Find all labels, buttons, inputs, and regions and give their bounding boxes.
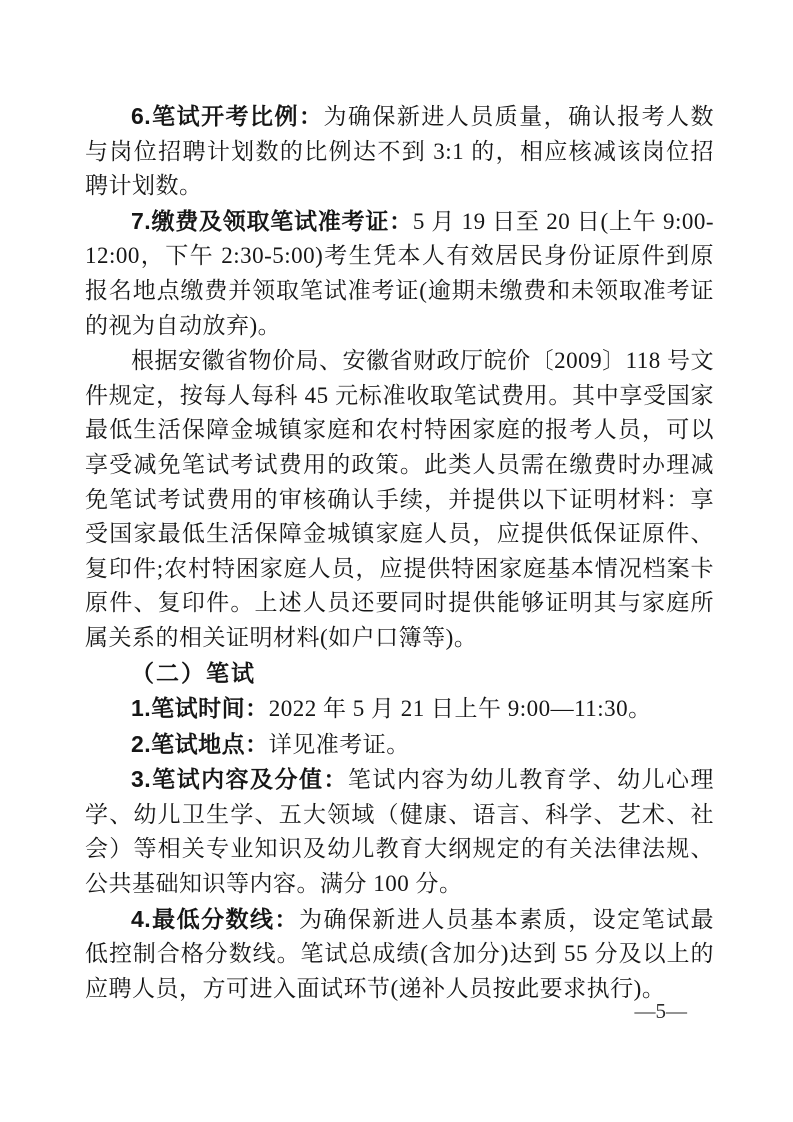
document-content	[85, 99, 714, 1006]
paragraph-text: 为确保新进人员基本素质，设定笔试最低控制合格分数线。笔试总成绩(含加分)达到 55 分及以上的应聘人员，方可进入面试环节(递补人员按此要求执行)。	[85, 906, 715, 1001]
paragraph-written-test-ratio	[85, 99, 714, 204]
paragraph-lead: 2.笔试地点：	[131, 730, 269, 757]
paragraph-text: 根据安徽省物价局、安徽省财政厅皖价〔2009〕118 号文件规定，按每人每科 45 元标准收取笔试费用。其中享受国家最低生活保障金城镇家庭和农村特困家庭的报考人员，可以享受减免笔试考试费用的政策。此类人员需在缴费时办理减免笔试考试费用的审核确认手续，并提供以下证明材料：享受国家最低生活保障金城镇家庭人员，应提供低保证原件、复印件;农村特困家庭人员，应提供特困家庭基本情况档案卡原件、复印件。上述人员还要同时提供能够证明其与家庭所属关系的相关证明材料(如户口簿等)。	[85, 348, 714, 650]
paragraph-lead: 6.笔试开考比例：	[131, 103, 324, 129]
section-heading-label: （二）笔试	[131, 659, 256, 686]
paragraph-test-time	[85, 691, 714, 727]
section-heading-written-test	[85, 656, 714, 692]
page-number-label: —5—	[634, 999, 687, 1023]
paragraph-test-content-and-score	[85, 762, 714, 901]
paragraph-lead: 7.缴费及领取笔试准考证：	[131, 207, 413, 234]
paragraph-text: 为确保新进人员质量，确认报考人数与岗位招聘计划数的比例达不到 3:1 的，相应核减该岗位招聘计划数。	[85, 104, 715, 199]
paragraph-lead: 3.笔试内容及分值：	[131, 766, 348, 793]
paragraph-fee-and-admission-ticket	[85, 204, 714, 343]
paragraph-text: 5 月 19 日至 20 日(上午 9:00-12:00，下午 2:30-5:00)考生凭本人有效居民身份证原件到原报名地点缴费并领取笔试准考证(逾期未缴费和未领取准考证的视为自动放弃)。	[85, 208, 714, 338]
paragraph-text: 详见准考证。	[268, 731, 410, 757]
paragraph-lead: 1.笔试时间：	[131, 695, 269, 722]
paragraph-test-location	[85, 727, 714, 763]
paragraph-lead: 4.最低分数线：	[131, 905, 299, 932]
paragraph-text: 2022 年 5 月 21 日上午 9:00—11:30。	[268, 696, 652, 722]
paragraph-fee-standard-and-waiver	[85, 343, 714, 655]
paragraph-minimum-passing-score	[85, 902, 714, 1007]
page-number	[85, 999, 714, 1024]
paragraph-text: 笔试内容为幼儿教育学、幼儿心理学、幼儿卫生学、五大领域（健康、语言、科学、艺术、社会）等相关专业知识及幼儿教育大纲规定的有关法律法规、公共基础知识等内容。满分 100 分。	[85, 767, 715, 897]
